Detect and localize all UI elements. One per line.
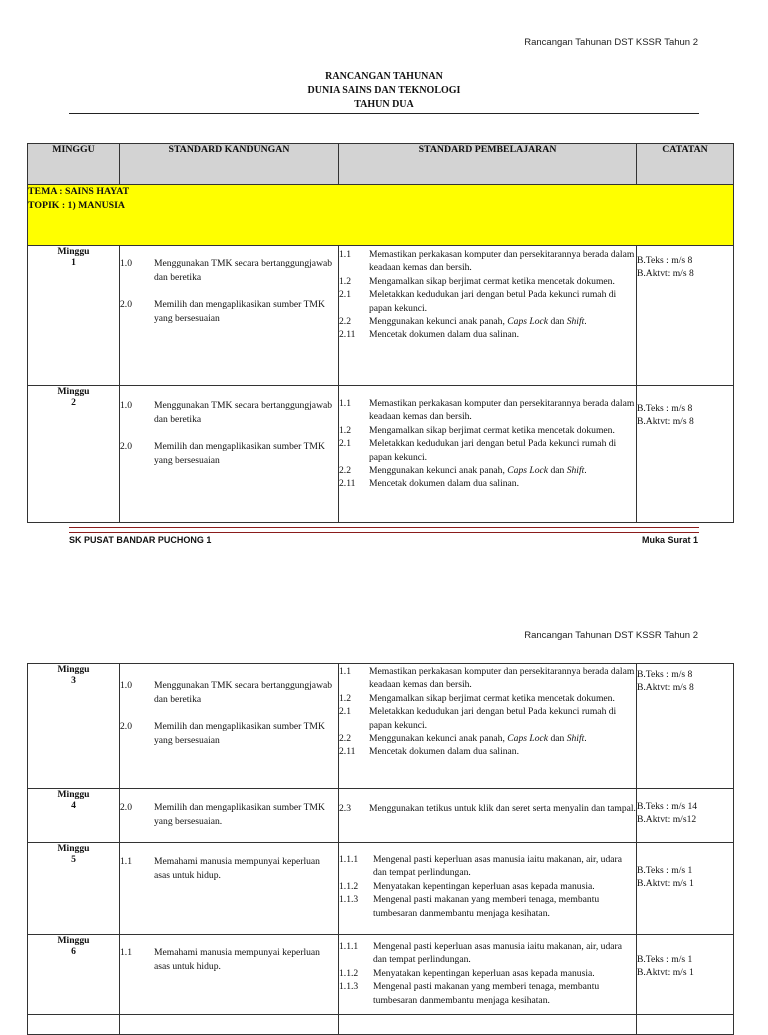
standard-kandungan-item: [120, 440, 338, 468]
item-number: 2.0: [120, 721, 132, 732]
item-number: 2.2: [339, 465, 351, 477]
week-cell: [28, 789, 120, 843]
catatan-cell: [637, 789, 734, 843]
item-number: 1.1.1: [339, 941, 359, 952]
standard-pembelajaran-item: [339, 880, 636, 893]
item-text: Memahami manusia mempunyai keperluan asas untuk hidup.: [154, 856, 320, 881]
item-text-part: Mencetak dokumen dalam dua salinan.: [369, 478, 519, 490]
standard-pembelajaran-item: [339, 665, 636, 692]
item-number: 2.0: [120, 802, 132, 813]
item-text: [373, 880, 595, 893]
footer-page-number: Muka Surat 1: [641, 535, 698, 545]
week-row: [28, 789, 734, 843]
week-number: 5: [71, 854, 76, 865]
standard-pembelajaran-item: [339, 802, 636, 815]
item-number: 1.1.3: [339, 981, 359, 993]
week-row: [28, 664, 734, 789]
item-text: [369, 397, 636, 424]
week-row: [28, 386, 734, 523]
yearly-plan-table-page2: [27, 663, 734, 1035]
week-row: [28, 1015, 734, 1035]
title-line-2: DUNIA SAINS DAN TEKNOLOGI: [307, 85, 461, 96]
item-text-part: dan: [548, 465, 567, 477]
item-text-part: Mengenal pasti keperluan asas manusia iaitu makanan, air, udara dan tempat perlindungan.: [373, 854, 622, 879]
item-text: [373, 967, 595, 980]
week-label: Minggu: [57, 246, 90, 257]
catatan-cell: [637, 1015, 734, 1035]
item-number: 1.2: [339, 692, 351, 704]
item-text-part: Mengamalkan sikap berjimat cermat ketika mencetak dokumen.: [369, 275, 615, 287]
item-text: Menggunakan TMK secara bertanggungjawab dan beretika: [154, 680, 333, 705]
item-text: [373, 940, 636, 967]
theme-label: TEMA : SAINS HAYAT: [28, 186, 130, 197]
standard-pembelajaran-item: [339, 745, 636, 758]
item-text: Memilih dan mengaplikasikan sumber TMK yang bersesuaian: [154, 299, 325, 324]
week-row: [28, 843, 734, 935]
week-label: Minggu: [57, 843, 90, 854]
week-label: Minggu: [57, 935, 90, 946]
item-number: 1.1.1: [339, 854, 359, 865]
item-text: [369, 328, 519, 341]
item-text-part: Menggunakan tetikus untuk klik dan seret serta menyalin dan tampal.: [369, 803, 636, 814]
item-number: 1.1: [339, 249, 351, 260]
item-text-part: Mengenal pasti makanan yang memberi tenaga, membantu tumbesaran danmembantu menjaga kesihatan.: [373, 981, 600, 1006]
catatan-reference: B.Aktvt: m/s 8: [637, 681, 694, 693]
page2-header: Rancangan Tahunan DST KSSR Tahun 2: [524, 630, 698, 641]
week-label: Minggu: [57, 789, 90, 800]
catatan-reference: B.Teks : m/s 8: [637, 403, 693, 414]
document-title: [0, 70, 768, 112]
item-text-part: Meletakkan kedudukan jari dengan betul Pada kekunci rumah di papan kekunci.: [369, 438, 617, 463]
standard-kandungan-item: [120, 801, 338, 829]
catatan-reference: B.Teks : m/s 1: [637, 865, 693, 876]
standard-kandungan-item: [120, 679, 338, 707]
item-text-part: dan: [548, 316, 567, 328]
week-cell: [28, 935, 120, 1015]
standard-pembelajaran-item: [339, 437, 636, 464]
standard-pembelajaran-item: [339, 477, 636, 490]
week-cell: [28, 246, 120, 386]
key-name-caps-lock: Caps Lock: [507, 316, 549, 328]
catatan-cell: [637, 246, 734, 386]
item-number: 2.3: [339, 803, 351, 814]
item-number: 2.11: [339, 478, 356, 490]
key-name-shift: Shift: [566, 733, 585, 745]
week-number: 6: [71, 946, 76, 957]
item-number: 2.0: [120, 441, 132, 452]
item-text: [369, 288, 636, 315]
standard-kandungan-item: [120, 855, 338, 883]
item-text-part: .: [584, 316, 587, 328]
table-header-row: [28, 144, 734, 185]
standard-pembelajaran-item: [339, 424, 636, 437]
item-text-part: Meletakkan kedudukan jari dengan betul Pada kekunci rumah di papan kekunci.: [369, 706, 617, 731]
item-text-part: Mengenal pasti makanan yang memberi tenaga, membantu tumbesaran danmembantu menjaga kesihatan.: [373, 894, 600, 919]
catatan-cell: [637, 843, 734, 935]
standard-pembelajaran-cell: [339, 1015, 637, 1035]
item-text-part: Menggunakan kekunci anak panah,: [369, 316, 508, 328]
catatan-reference: B.Aktvt: m/s 1: [637, 877, 694, 889]
item-text: Memilih dan mengaplikasikan sumber TMK yang bersesuaian: [154, 721, 325, 746]
item-number: 1.1.3: [339, 894, 359, 906]
catatan-reference: B.Aktvt: m/s 8: [637, 267, 694, 279]
item-text: [369, 477, 519, 490]
item-text-part: Menggunakan kekunci anak panah,: [369, 465, 508, 477]
standard-kandungan-cell: [120, 246, 339, 386]
catatan-cell: [637, 386, 734, 523]
week-number: 1: [71, 257, 76, 268]
item-text-part: Memastikan perkakasan komputer dan persekitarannya berada dalam keadaan kemas dan bersih.: [369, 398, 635, 423]
item-text: [369, 665, 636, 692]
standard-pembelajaran-item: [339, 248, 636, 275]
standard-pembelajaran-item: [339, 980, 636, 1007]
item-number: 2.1: [339, 289, 351, 301]
item-number: 1.0: [120, 400, 132, 411]
standard-kandungan-item: [120, 720, 338, 748]
item-text: [369, 464, 587, 477]
item-text: Menggunakan TMK secara bertanggungjawab dan beretika: [154, 258, 333, 283]
item-text: [369, 424, 615, 437]
item-number: 1.1: [120, 947, 132, 958]
week-cell: [28, 664, 120, 789]
standard-pembelajaran-cell: [339, 246, 637, 386]
item-number: 1.2: [339, 424, 351, 436]
item-number: 1.1: [339, 398, 351, 409]
item-text-part: Mengamalkan sikap berjimat cermat ketika mencetak dokumen.: [369, 692, 615, 704]
title-line-1: RANCANGAN TAHUNAN: [325, 71, 443, 82]
catatan-reference: B.Teks : m/s 8: [637, 255, 693, 266]
standard-kandungan-cell: [120, 843, 339, 935]
item-text: [369, 745, 519, 758]
standard-pembelajaran-cell: [339, 386, 637, 523]
item-text: [373, 893, 636, 920]
item-number: 2.1: [339, 706, 351, 718]
item-text: [369, 802, 636, 815]
item-text-part: Mengenal pasti keperluan asas manusia iaitu makanan, air, udara dan tempat perlindungan.: [373, 941, 622, 966]
standard-kandungan-cell: [120, 789, 339, 843]
item-text: [373, 980, 636, 1007]
item-text-part: Menyatakan kepentingan keperluan asas kepada manusia.: [373, 880, 595, 892]
title-line-3: TAHUN DUA: [354, 99, 414, 110]
week-label: Minggu: [57, 664, 90, 675]
standard-pembelajaran-cell: [339, 843, 637, 935]
week-cell: [28, 843, 120, 935]
item-text-part: dan: [548, 733, 567, 745]
standard-kandungan-cell: [120, 664, 339, 789]
item-text: Memahami manusia mempunyai keperluan asas untuk hidup.: [154, 947, 320, 972]
standard-pembelajaran-item: [339, 315, 636, 328]
standard-pembelajaran-item: [339, 940, 636, 967]
item-text-part: Memastikan perkakasan komputer dan persekitarannya berada dalam keadaan kemas dan bersih.: [369, 666, 635, 691]
key-name-caps-lock: Caps Lock: [507, 465, 549, 477]
catatan-reference: B.Teks : m/s 8: [637, 669, 693, 680]
topic-label: TOPIK : 1) MANUSIA: [28, 200, 125, 211]
item-number: 2.2: [339, 316, 351, 328]
week-number: 2: [71, 397, 76, 408]
week-row: [28, 935, 734, 1015]
item-text: [369, 692, 615, 705]
item-text: [373, 853, 636, 880]
week-row: [28, 246, 734, 386]
standard-kandungan-cell: [120, 1015, 339, 1035]
standard-pembelajaran-cell: [339, 789, 637, 843]
item-number: 1.0: [120, 258, 132, 269]
standard-pembelajaran-cell: [339, 935, 637, 1015]
item-text: [369, 315, 587, 328]
item-text: Menggunakan TMK secara bertanggungjawab dan beretika: [154, 400, 333, 425]
standard-kandungan-item: [120, 399, 338, 427]
week-label: Minggu: [57, 386, 90, 397]
standard-pembelajaran-item: [339, 397, 636, 424]
catatan-reference: B.Aktvt: m/s12: [637, 813, 697, 825]
standard-kandungan-item: [120, 257, 338, 285]
item-text-part: Meletakkan kedudukan jari dengan betul Pada kekunci rumah di papan kekunci.: [369, 289, 617, 314]
item-number: 1.1: [339, 666, 351, 677]
catatan-reference: B.Aktvt: m/s 8: [637, 415, 694, 427]
standard-kandungan-cell: [120, 386, 339, 523]
item-text: Memilih dan mengaplikasikan sumber TMK yang bersesuaian: [154, 441, 325, 466]
week-number: 4: [71, 800, 76, 811]
item-text-part: .: [584, 733, 587, 745]
item-text-part: .: [584, 465, 587, 477]
item-text: [369, 248, 636, 275]
yearly-plan-table-page1: [27, 143, 734, 523]
title-divider: [69, 113, 699, 114]
standard-pembelajaran-item: [339, 732, 636, 745]
col-header-standard-kandungan: STANDARD KANDUNGAN: [120, 144, 339, 185]
item-text: [369, 437, 636, 464]
key-name-caps-lock: Caps Lock: [507, 733, 549, 745]
item-number: 2.11: [339, 329, 356, 341]
standard-pembelajaran-item: [339, 853, 636, 880]
standard-pembelajaran-item: [339, 692, 636, 705]
item-number: 1.1: [120, 856, 132, 867]
footer-school-name: SK PUSAT BANDAR PUCHONG 1: [69, 535, 212, 545]
col-header-minggu: MINGGU: [28, 144, 120, 185]
item-text-part: Menggunakan kekunci anak panah,: [369, 733, 508, 745]
standard-pembelajaran-item: [339, 893, 636, 920]
item-number: 1.1.2: [339, 880, 359, 892]
item-text: [369, 732, 587, 745]
item-text-part: Mengamalkan sikap berjimat cermat ketika mencetak dokumen.: [369, 424, 615, 436]
item-number: 2.1: [339, 438, 351, 450]
key-name-shift: Shift: [566, 465, 585, 477]
catatan-cell: [637, 935, 734, 1015]
item-text-part: Mencetak dokumen dalam dua salinan.: [369, 746, 519, 758]
standard-pembelajaran-item: [339, 275, 636, 288]
footer-divider: [69, 527, 699, 533]
week-number: 3: [71, 675, 76, 686]
catatan-reference: B.Teks : m/s 14: [637, 801, 698, 812]
standard-pembelajaran-item: [339, 328, 636, 341]
item-number: 2.0: [120, 299, 132, 310]
week-cell: [28, 1015, 120, 1035]
standard-pembelajaran-item: [339, 288, 636, 315]
standard-pembelajaran-item: [339, 967, 636, 980]
standard-kandungan-item: [120, 298, 338, 326]
col-header-standard-pembelajaran: STANDARD PEMBELAJARAN: [339, 144, 637, 185]
theme-row: [28, 185, 734, 246]
col-header-catatan: CATATAN: [637, 144, 734, 185]
theme-banner: [28, 185, 734, 246]
week-cell: [28, 386, 120, 523]
item-number: 1.0: [120, 680, 132, 691]
item-text-part: Mencetak dokumen dalam dua salinan.: [369, 329, 519, 341]
standard-kandungan-item: [120, 946, 338, 974]
item-number: 1.2: [339, 275, 351, 287]
catatan-reference: B.Aktvt: m/s 1: [637, 966, 694, 978]
key-name-shift: Shift: [566, 316, 585, 328]
item-text-part: Menyatakan kepentingan keperluan asas kepada manusia.: [373, 967, 595, 979]
item-text: [369, 275, 615, 288]
item-number: 1.1.2: [339, 967, 359, 979]
item-number: 2.2: [339, 733, 351, 745]
item-number: 2.11: [339, 746, 356, 758]
catatan-cell: [637, 664, 734, 789]
item-text-part: Memastikan perkakasan komputer dan persekitarannya berada dalam keadaan kemas dan bersih.: [369, 249, 635, 274]
item-text: Memilih dan mengaplikasikan sumber TMK yang bersesuaian.: [154, 802, 325, 827]
page-header: Rancangan Tahunan DST KSSR Tahun 2: [524, 37, 698, 48]
catatan-reference: B.Teks : m/s 1: [637, 954, 693, 965]
standard-pembelajaran-cell: [339, 664, 637, 789]
standard-kandungan-cell: [120, 935, 339, 1015]
standard-pembelajaran-item: [339, 464, 636, 477]
standard-pembelajaran-item: [339, 705, 636, 732]
item-text: [369, 705, 636, 732]
